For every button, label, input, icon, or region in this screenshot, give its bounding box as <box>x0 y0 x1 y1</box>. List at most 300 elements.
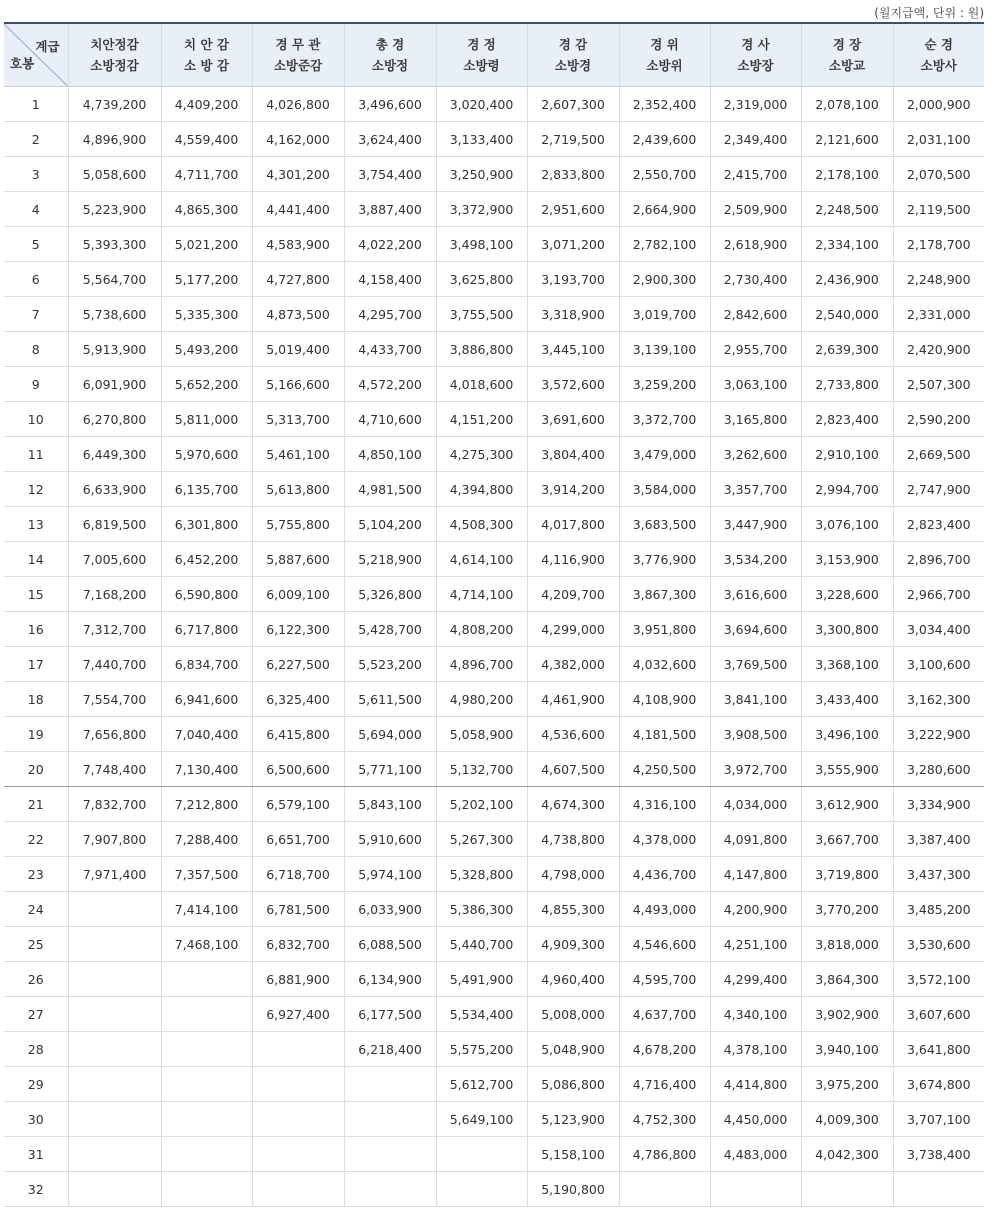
salary-cell <box>801 1172 893 1207</box>
salary-cell: 3,691,600 <box>527 402 619 437</box>
step-number-cell: 2 <box>4 122 68 157</box>
fire-rank: 소방위 <box>646 58 683 73</box>
salary-cell <box>68 1172 161 1207</box>
salary-cell: 5,058,900 <box>436 717 527 752</box>
salary-cell: 5,534,400 <box>436 997 527 1032</box>
salary-cell: 3,437,300 <box>893 857 984 892</box>
salary-cell: 3,887,400 <box>344 192 436 227</box>
salary-cell: 6,325,400 <box>252 682 344 717</box>
salary-cell: 3,445,100 <box>527 332 619 367</box>
salary-cell: 2,509,900 <box>710 192 801 227</box>
salary-table-body <box>4 87 984 1207</box>
salary-cell: 6,651,700 <box>252 822 344 857</box>
table-row <box>4 752 984 787</box>
salary-cell: 4,042,300 <box>801 1137 893 1172</box>
step-number-cell: 21 <box>4 787 68 822</box>
salary-cell: 4,674,300 <box>527 787 619 822</box>
fire-rank: 소방정 <box>371 58 409 73</box>
salary-cell: 6,500,600 <box>252 752 344 787</box>
salary-cell: 3,886,800 <box>436 332 527 367</box>
salary-cell: 3,755,500 <box>436 297 527 332</box>
rank-header <box>893 23 984 87</box>
salary-cell: 3,612,900 <box>801 787 893 822</box>
salary-cell: 7,907,800 <box>68 822 161 857</box>
salary-cell: 5,970,600 <box>161 437 252 472</box>
salary-cell: 5,738,600 <box>68 297 161 332</box>
salary-cell: 2,842,600 <box>710 297 801 332</box>
salary-cell <box>161 1172 252 1207</box>
step-number-cell: 17 <box>4 647 68 682</box>
step-number-cell: 8 <box>4 332 68 367</box>
corner-step-label: 호봉 <box>10 56 35 71</box>
salary-cell <box>344 1067 436 1102</box>
rank-header <box>68 23 161 87</box>
salary-cell: 7,130,400 <box>161 752 252 787</box>
salary-cell: 4,896,700 <box>436 647 527 682</box>
salary-cell: 5,461,100 <box>252 437 344 472</box>
salary-cell: 3,940,100 <box>801 1032 893 1067</box>
salary-cell: 3,222,900 <box>893 717 984 752</box>
salary-cell: 3,019,700 <box>619 297 710 332</box>
salary-cell <box>161 997 252 1032</box>
table-row <box>4 332 984 367</box>
police-rank: 순 경 <box>924 37 953 52</box>
salary-cell: 5,612,700 <box>436 1067 527 1102</box>
fire-rank: 소방령 <box>463 58 500 73</box>
salary-cell: 6,633,900 <box>68 472 161 507</box>
salary-cell: 5,564,700 <box>68 262 161 297</box>
salary-cell: 5,393,300 <box>68 227 161 262</box>
salary-cell: 7,440,700 <box>68 647 161 682</box>
salary-cell <box>68 1032 161 1067</box>
step-number-cell: 5 <box>4 227 68 262</box>
table-row <box>4 717 984 752</box>
salary-cell: 6,941,600 <box>161 682 252 717</box>
salary-cell <box>68 997 161 1032</box>
salary-cell: 7,357,500 <box>161 857 252 892</box>
salary-cell: 2,833,800 <box>527 157 619 192</box>
salary-cell: 4,595,700 <box>619 962 710 997</box>
salary-cell: 4,378,100 <box>710 1032 801 1067</box>
salary-cell: 4,572,200 <box>344 367 436 402</box>
salary-cell: 4,850,100 <box>344 437 436 472</box>
salary-cell <box>344 1137 436 1172</box>
salary-cell: 2,352,400 <box>619 87 710 122</box>
salary-cell: 4,147,800 <box>710 857 801 892</box>
salary-cell: 3,357,700 <box>710 472 801 507</box>
salary-cell: 5,694,000 <box>344 717 436 752</box>
salary-cell: 4,678,200 <box>619 1032 710 1067</box>
salary-cell: 5,887,600 <box>252 542 344 577</box>
salary-cell: 2,178,700 <box>893 227 984 262</box>
salary-cell: 3,165,800 <box>710 402 801 437</box>
salary-cell: 4,607,500 <box>527 752 619 787</box>
step-number-cell: 27 <box>4 997 68 1032</box>
salary-cell: 3,769,500 <box>710 647 801 682</box>
salary-cell: 2,823,400 <box>801 402 893 437</box>
fire-rank: 소방준감 <box>273 58 323 73</box>
salary-cell <box>252 1102 344 1137</box>
salary-cell: 5,652,200 <box>161 367 252 402</box>
salary-cell: 4,108,900 <box>619 682 710 717</box>
salary-cell: 2,119,500 <box>893 192 984 227</box>
salary-cell <box>161 1032 252 1067</box>
salary-cell: 6,881,900 <box>252 962 344 997</box>
table-row <box>4 1102 984 1137</box>
table-row <box>4 577 984 612</box>
table-row <box>4 227 984 262</box>
salary-cell: 3,776,900 <box>619 542 710 577</box>
salary-cell: 3,193,700 <box>527 262 619 297</box>
table-row <box>4 1067 984 1102</box>
step-number-cell: 6 <box>4 262 68 297</box>
salary-cell: 5,058,600 <box>68 157 161 192</box>
table-row <box>4 612 984 647</box>
salary-cell: 2,031,100 <box>893 122 984 157</box>
table-row <box>4 542 984 577</box>
salary-cell: 2,966,700 <box>893 577 984 612</box>
salary-cell: 3,694,600 <box>710 612 801 647</box>
salary-cell: 3,262,600 <box>710 437 801 472</box>
salary-cell: 4,738,800 <box>527 822 619 857</box>
salary-cell: 5,386,300 <box>436 892 527 927</box>
salary-cell: 4,162,000 <box>252 122 344 157</box>
police-rank: 경 위 <box>650 37 679 52</box>
step-number-cell: 15 <box>4 577 68 612</box>
salary-cell: 7,288,400 <box>161 822 252 857</box>
rank-header <box>801 23 893 87</box>
salary-cell <box>710 1172 801 1207</box>
table-row <box>4 1172 984 1207</box>
fire-rank: 소 방 감 <box>184 58 229 73</box>
salary-cell: 2,178,100 <box>801 157 893 192</box>
salary-cell <box>68 927 161 962</box>
salary-cell: 3,153,900 <box>801 542 893 577</box>
salary-cell: 5,335,300 <box>161 297 252 332</box>
salary-cell: 5,267,300 <box>436 822 527 857</box>
step-number-cell: 24 <box>4 892 68 927</box>
salary-cell: 7,832,700 <box>68 787 161 822</box>
salary-cell: 3,498,100 <box>436 227 527 262</box>
salary-cell: 4,091,800 <box>710 822 801 857</box>
salary-cell: 6,927,400 <box>252 997 344 1032</box>
salary-cell: 3,133,400 <box>436 122 527 157</box>
salary-cell: 5,523,200 <box>344 647 436 682</box>
step-number-cell: 20 <box>4 752 68 787</box>
salary-cell: 7,005,600 <box>68 542 161 577</box>
salary-cell: 4,808,200 <box>436 612 527 647</box>
salary-cell: 3,259,200 <box>619 367 710 402</box>
table-row <box>4 682 984 717</box>
salary-cell: 3,433,400 <box>801 682 893 717</box>
salary-cell: 6,590,800 <box>161 577 252 612</box>
step-number-cell: 22 <box>4 822 68 857</box>
salary-cell: 4,752,300 <box>619 1102 710 1137</box>
salary-cell: 7,168,200 <box>68 577 161 612</box>
salary-cell: 4,022,200 <box>344 227 436 262</box>
salary-cell: 4,727,800 <box>252 262 344 297</box>
salary-cell: 4,711,700 <box>161 157 252 192</box>
salary-cell: 6,415,800 <box>252 717 344 752</box>
salary-table <box>4 22 984 1207</box>
step-number-cell: 3 <box>4 157 68 192</box>
fire-rank: 소방교 <box>828 58 866 73</box>
police-rank: 경 무 관 <box>275 37 321 52</box>
salary-cell: 5,910,600 <box>344 822 436 857</box>
salary-cell: 6,834,700 <box>161 647 252 682</box>
salary-cell: 5,575,200 <box>436 1032 527 1067</box>
step-number-cell: 16 <box>4 612 68 647</box>
salary-cell: 7,040,400 <box>161 717 252 752</box>
salary-cell: 4,316,100 <box>619 787 710 822</box>
salary-cell: 3,818,000 <box>801 927 893 962</box>
salary-cell: 5,613,800 <box>252 472 344 507</box>
salary-cell: 4,716,400 <box>619 1067 710 1102</box>
salary-cell: 3,908,500 <box>710 717 801 752</box>
table-row <box>4 192 984 227</box>
salary-cell: 4,508,300 <box>436 507 527 542</box>
salary-cell: 6,033,900 <box>344 892 436 927</box>
salary-cell: 4,546,600 <box>619 927 710 962</box>
salary-cell: 5,428,700 <box>344 612 436 647</box>
salary-cell: 2,540,000 <box>801 297 893 332</box>
salary-cell <box>68 892 161 927</box>
fire-rank: 소방정감 <box>90 58 139 73</box>
step-number-cell: 23 <box>4 857 68 892</box>
salary-cell <box>161 1102 252 1137</box>
salary-cell: 4,299,400 <box>710 962 801 997</box>
salary-cell: 2,078,100 <box>801 87 893 122</box>
salary-cell: 4,614,100 <box>436 542 527 577</box>
salary-cell: 5,086,800 <box>527 1067 619 1102</box>
salary-cell: 2,823,400 <box>893 507 984 542</box>
salary-cell: 6,819,500 <box>68 507 161 542</box>
table-row <box>4 157 984 192</box>
salary-cell: 7,554,700 <box>68 682 161 717</box>
salary-cell: 5,611,500 <box>344 682 436 717</box>
salary-cell: 2,994,700 <box>801 472 893 507</box>
salary-cell: 3,485,200 <box>893 892 984 927</box>
salary-cell: 3,738,400 <box>893 1137 984 1172</box>
fire-rank: 소방경 <box>554 58 592 73</box>
salary-cell: 4,181,500 <box>619 717 710 752</box>
step-number-cell: 29 <box>4 1067 68 1102</box>
table-row <box>4 997 984 1032</box>
salary-cell: 3,071,200 <box>527 227 619 262</box>
salary-cell: 3,479,000 <box>619 437 710 472</box>
salary-cell: 3,841,100 <box>710 682 801 717</box>
step-number-cell: 13 <box>4 507 68 542</box>
salary-cell: 7,414,100 <box>161 892 252 927</box>
salary-cell: 3,100,600 <box>893 647 984 682</box>
step-number-cell: 14 <box>4 542 68 577</box>
police-rank: 경 장 <box>832 37 862 52</box>
salary-cell: 4,151,200 <box>436 402 527 437</box>
salary-cell: 5,190,800 <box>527 1172 619 1207</box>
salary-cell: 3,754,400 <box>344 157 436 192</box>
step-number-cell: 4 <box>4 192 68 227</box>
salary-cell <box>344 1102 436 1137</box>
salary-cell: 4,251,100 <box>710 927 801 962</box>
rank-header <box>710 23 801 87</box>
salary-cell: 5,048,900 <box>527 1032 619 1067</box>
salary-cell: 4,493,000 <box>619 892 710 927</box>
step-number-cell: 30 <box>4 1102 68 1137</box>
police-rank: 경 감 <box>558 37 588 52</box>
salary-cell: 5,328,800 <box>436 857 527 892</box>
salary-cell: 4,017,800 <box>527 507 619 542</box>
salary-cell: 5,021,200 <box>161 227 252 262</box>
salary-cell: 2,590,200 <box>893 402 984 437</box>
salary-cell: 2,951,600 <box>527 192 619 227</box>
salary-cell: 4,200,900 <box>710 892 801 927</box>
salary-cell: 4,340,100 <box>710 997 801 1032</box>
table-row <box>4 472 984 507</box>
salary-cell: 3,228,600 <box>801 577 893 612</box>
salary-cell: 2,319,000 <box>710 87 801 122</box>
rank-header <box>252 23 344 87</box>
salary-cell: 3,914,200 <box>527 472 619 507</box>
salary-cell: 3,334,900 <box>893 787 984 822</box>
salary-cell: 5,491,900 <box>436 962 527 997</box>
salary-cell: 4,450,000 <box>710 1102 801 1137</box>
salary-cell: 4,409,200 <box>161 87 252 122</box>
salary-cell: 4,960,400 <box>527 962 619 997</box>
salary-cell: 3,318,900 <box>527 297 619 332</box>
step-number-cell: 12 <box>4 472 68 507</box>
salary-cell: 2,248,500 <box>801 192 893 227</box>
salary-cell: 2,420,900 <box>893 332 984 367</box>
police-rank: 총 경 <box>375 37 405 52</box>
salary-cell <box>161 1137 252 1172</box>
salary-cell: 2,719,500 <box>527 122 619 157</box>
salary-cell: 4,583,900 <box>252 227 344 262</box>
salary-cell: 3,034,400 <box>893 612 984 647</box>
salary-cell: 3,300,800 <box>801 612 893 647</box>
salary-cell: 4,009,300 <box>801 1102 893 1137</box>
salary-cell: 2,070,500 <box>893 157 984 192</box>
salary-cell: 3,607,600 <box>893 997 984 1032</box>
table-row <box>4 262 984 297</box>
salary-cell: 4,873,500 <box>252 297 344 332</box>
salary-cell: 3,572,600 <box>527 367 619 402</box>
salary-cell: 4,394,800 <box>436 472 527 507</box>
rank-header <box>344 23 436 87</box>
salary-cell: 5,843,100 <box>344 787 436 822</box>
salary-cell: 4,032,600 <box>619 647 710 682</box>
salary-cell: 3,616,600 <box>710 577 801 612</box>
step-number-cell: 25 <box>4 927 68 962</box>
salary-cell <box>252 1172 344 1207</box>
salary-cell: 5,649,100 <box>436 1102 527 1137</box>
salary-cell: 7,468,100 <box>161 927 252 962</box>
salary-cell: 2,334,100 <box>801 227 893 262</box>
table-row <box>4 892 984 927</box>
salary-cell: 3,063,100 <box>710 367 801 402</box>
salary-cell: 5,008,000 <box>527 997 619 1032</box>
salary-cell: 5,440,700 <box>436 927 527 962</box>
salary-cell: 2,331,000 <box>893 297 984 332</box>
salary-cell: 6,218,400 <box>344 1032 436 1067</box>
salary-cell: 3,534,200 <box>710 542 801 577</box>
salary-cell: 3,139,100 <box>619 332 710 367</box>
salary-cell: 6,452,200 <box>161 542 252 577</box>
step-number-cell: 7 <box>4 297 68 332</box>
salary-cell: 6,579,100 <box>252 787 344 822</box>
step-number-cell: 31 <box>4 1137 68 1172</box>
salary-cell: 5,223,900 <box>68 192 161 227</box>
salary-cell: 3,667,700 <box>801 822 893 857</box>
salary-cell: 4,441,400 <box>252 192 344 227</box>
table-row <box>4 787 984 822</box>
table-row <box>4 297 984 332</box>
table-row <box>4 962 984 997</box>
step-number-cell: 1 <box>4 87 68 122</box>
salary-cell: 6,091,900 <box>68 367 161 402</box>
salary-cell <box>161 962 252 997</box>
salary-cell: 2,733,800 <box>801 367 893 402</box>
salary-cell: 5,974,100 <box>344 857 436 892</box>
table-row <box>4 927 984 962</box>
salary-cell: 2,782,100 <box>619 227 710 262</box>
salary-cell: 4,209,700 <box>527 577 619 612</box>
salary-cell: 3,496,600 <box>344 87 436 122</box>
salary-cell: 5,123,900 <box>527 1102 619 1137</box>
salary-cell <box>161 1067 252 1102</box>
salary-cell: 4,710,600 <box>344 402 436 437</box>
salary-cell: 4,034,000 <box>710 787 801 822</box>
salary-cell: 4,436,700 <box>619 857 710 892</box>
table-row <box>4 647 984 682</box>
step-number-cell: 9 <box>4 367 68 402</box>
salary-cell: 3,770,200 <box>801 892 893 927</box>
salary-cell <box>344 1172 436 1207</box>
salary-cell: 5,313,700 <box>252 402 344 437</box>
salary-cell: 3,530,600 <box>893 927 984 962</box>
salary-cell: 5,913,900 <box>68 332 161 367</box>
salary-cell: 3,683,500 <box>619 507 710 542</box>
salary-cell: 3,707,100 <box>893 1102 984 1137</box>
table-row <box>4 87 984 122</box>
salary-cell: 4,865,300 <box>161 192 252 227</box>
salary-cell: 4,026,800 <box>252 87 344 122</box>
salary-cell <box>252 1137 344 1172</box>
salary-cell: 7,312,700 <box>68 612 161 647</box>
salary-cell: 3,496,100 <box>801 717 893 752</box>
header-row <box>4 23 984 87</box>
salary-cell: 5,218,900 <box>344 542 436 577</box>
salary-cell: 4,414,800 <box>710 1067 801 1102</box>
salary-cell: 5,158,100 <box>527 1137 619 1172</box>
salary-cell: 6,009,100 <box>252 577 344 612</box>
salary-cell: 4,158,400 <box>344 262 436 297</box>
salary-cell: 3,020,400 <box>436 87 527 122</box>
salary-cell: 2,669,500 <box>893 437 984 472</box>
salary-cell: 5,166,600 <box>252 367 344 402</box>
salary-cell: 3,625,800 <box>436 262 527 297</box>
salary-cell: 2,664,900 <box>619 192 710 227</box>
salary-cell: 6,270,800 <box>68 402 161 437</box>
step-number-cell: 32 <box>4 1172 68 1207</box>
salary-cell: 2,000,900 <box>893 87 984 122</box>
salary-cell: 7,656,800 <box>68 717 161 752</box>
table-row <box>4 402 984 437</box>
salary-cell: 6,718,700 <box>252 857 344 892</box>
fire-rank: 소방장 <box>737 58 774 73</box>
police-rank: 치안정감 <box>90 37 139 52</box>
salary-cell: 4,637,700 <box>619 997 710 1032</box>
salary-cell: 2,248,900 <box>893 262 984 297</box>
